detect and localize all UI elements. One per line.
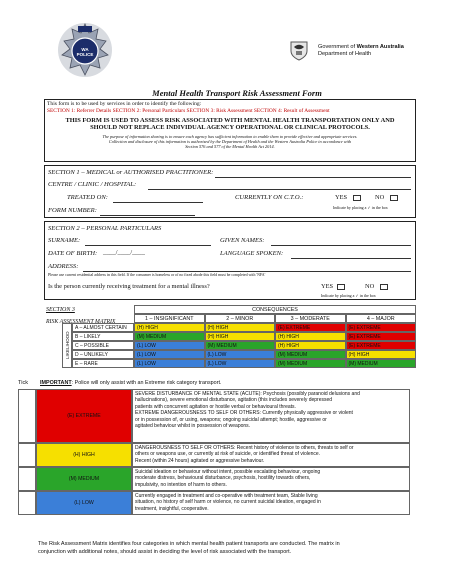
treatment-no-label: NO bbox=[365, 283, 375, 290]
given-names-label: GIVEN NAMES: bbox=[220, 237, 265, 244]
treatment-yes-label: YES bbox=[321, 283, 334, 290]
description-line: others or weapons use, or currently at risk of suicide, or identified threat of violence. bbox=[135, 451, 321, 458]
description-line: Suicidal ideation or behaviour without intent, possible escalating behaviour, ongoing bbox=[135, 469, 321, 475]
tick-box[interactable] bbox=[18, 491, 36, 515]
risk-description bbox=[132, 467, 410, 491]
centre-field[interactable] bbox=[148, 189, 411, 190]
tick-box[interactable] bbox=[18, 389, 36, 443]
badge-text: WA POLICE bbox=[76, 47, 94, 57]
cto-tick-note: Indicate by placing a ✓ in the box bbox=[333, 205, 388, 210]
footer-line-1: The Risk Assessment Matrix identifies four categories in which mental health patient transports are conducted. The matrix in bbox=[38, 541, 340, 547]
privacy-note-3: Section 576 and 577 of the Mental Health Act 2014. bbox=[185, 144, 275, 149]
treatment-no-checkbox[interactable] bbox=[380, 284, 388, 290]
matrix-cell: (E) EXTREME bbox=[275, 323, 346, 332]
language-field[interactable] bbox=[291, 258, 411, 259]
warning-line-2: SHOULD NOT REPLACE INDIVIDUAL AGENCY OPERATIONAL OR CLINICAL PROTOCOLS. bbox=[90, 124, 370, 131]
intro-box bbox=[44, 99, 416, 162]
treatment-question: Is the person currently receiving treatment for a mental illness? bbox=[48, 283, 210, 290]
intro-line: This form is to be used by services in order to identify the following: bbox=[47, 101, 202, 107]
matrix-cell: (M) MEDIUM bbox=[134, 332, 205, 341]
section-1-box bbox=[44, 165, 416, 218]
matrix-row-label: A – ALMOST CERTAIN bbox=[72, 323, 134, 332]
matrix-cell: (E) EXTREME bbox=[346, 332, 417, 341]
department-line: Department of Health bbox=[318, 51, 372, 57]
given-names-field[interactable] bbox=[271, 245, 411, 246]
consequences-header: CONSEQUENCES bbox=[134, 305, 416, 314]
section-list: SECTION 1: Referrer Details SECTION 2: Personal Particulars SECTION 3: Risk Assessment SECTION 4: Result of Assessment bbox=[47, 108, 330, 114]
footer-line-2: conjunction with additional notes, should assist in deciding the level of risk associated with the transport. bbox=[38, 549, 292, 555]
matrix-row-label: C – POSSIBLE bbox=[72, 341, 134, 350]
section-2-box bbox=[44, 221, 416, 300]
matrix-cell: (H) HIGH bbox=[134, 323, 205, 332]
matrix-cell: (H) HIGH bbox=[205, 332, 276, 341]
section-2-title: SECTION 2 – PERSONAL PARTICULARS bbox=[48, 225, 162, 232]
police-badge-logo bbox=[56, 21, 114, 79]
risk-matrix-label: RISK ASSESSMENT MATRIX bbox=[46, 319, 116, 325]
dob-field[interactable]: ____/____/____ bbox=[103, 249, 145, 256]
tick-box[interactable] bbox=[18, 467, 36, 491]
matrix-col-header: 2 – MINOR bbox=[205, 314, 276, 323]
address-field[interactable] bbox=[83, 271, 411, 272]
risk-description bbox=[132, 491, 410, 515]
important-note: IMPORTANT: Police will only assist with an Extreme risk category transport. bbox=[40, 380, 222, 386]
risk-description bbox=[132, 443, 410, 467]
form-number-label: FORM NUMBER: bbox=[48, 207, 97, 214]
matrix-col-header: 4 – MAJOR bbox=[346, 314, 417, 323]
matrix-row-label: B – LIKELY bbox=[72, 332, 134, 341]
centre-label: CENTRE / CLINIC / HOSPITAL: bbox=[48, 181, 137, 188]
matrix-col-header: 3 – MODERATE bbox=[275, 314, 346, 323]
matrix-cell: (H) HIGH bbox=[275, 341, 346, 350]
surname-label: SURNAME: bbox=[48, 237, 81, 244]
section-1-title: SECTION 1 – MEDICAL or AUTHORISED PRACTITIONER: bbox=[48, 169, 214, 176]
description-line: DANGEROUSNESS TO SELF OR OTHERS: Recent history of violence to others, threats to self or bbox=[135, 445, 354, 451]
matrix-col-header: 1 – INSIGNIFICANT bbox=[134, 314, 205, 323]
matrix-cell: (M) MEDIUM bbox=[275, 359, 346, 368]
form-title: Mental Health Transport Risk Assessment Form bbox=[152, 88, 322, 98]
description-line: Currently engaged in treatment and co-operative with treatment team, Stable living bbox=[135, 493, 318, 499]
cto-yes-checkbox[interactable] bbox=[353, 195, 361, 201]
matrix-row-label: E – RARE bbox=[72, 359, 134, 368]
privacy-note-1: The purpose of information sharing is to ensure each agency has sufficient information to enable them to provide effective and appropriate services. bbox=[102, 134, 358, 139]
risk-description bbox=[132, 389, 410, 443]
form-number-field[interactable] bbox=[100, 215, 195, 216]
description-line: hallucinations), severe emotional disturbance, agitation (this includes severely depressed bbox=[135, 397, 333, 404]
matrix-cell: (M) MEDIUM bbox=[346, 359, 417, 368]
address-label: ADDRESS: bbox=[48, 263, 79, 270]
matrix-cell: (E) EXTREME bbox=[346, 341, 417, 350]
description-line: or in possession of, or using, weapons; ongoing suicidal attempt; hostile, aggressive or bbox=[135, 416, 327, 423]
matrix-cell: (M) MEDIUM bbox=[275, 350, 346, 359]
matrix-cell: (M) MEDIUM bbox=[205, 341, 276, 350]
treatment-tick-note: Indicate by placing a ✓ in the box bbox=[321, 293, 376, 298]
description-line: SEVERE DISTURBANCE OF MENTAL STATE (ACUTE): Psychosis (possibly paranoid delusions and bbox=[135, 391, 360, 397]
description-line: moderate distress, behavioural disturbance, psychosis, hostility towards others, bbox=[135, 475, 311, 482]
treatment-yes-checkbox[interactable] bbox=[337, 284, 345, 290]
risk-level-cell: (L) LOW bbox=[36, 491, 132, 515]
tick-box[interactable] bbox=[18, 443, 36, 467]
matrix-cell: (L) LOW bbox=[134, 341, 205, 350]
description-line: patients with concurrent agitation or hostile verbal or behavioural threats. bbox=[135, 403, 296, 410]
cto-label: CURRENTLY ON C.T.O.: bbox=[235, 194, 304, 201]
risk-level-cell: (H) HIGH bbox=[36, 443, 132, 467]
dob-label: DATE OF BIRTH: bbox=[48, 250, 98, 257]
treated-field[interactable] bbox=[113, 202, 203, 203]
matrix-row-label: D – UNLIKELY bbox=[72, 350, 134, 359]
cto-no-label: NO bbox=[375, 194, 385, 201]
government-line: Government of Western Australia bbox=[318, 44, 404, 50]
warning-line-1: THIS FORM IS USED TO ASSESS RISK ASSOCIATED WITH MENTAL HEALTH TRANSPORTATION ONLY AND bbox=[65, 117, 395, 124]
description-line: impulsivity, no intention of harm to others. bbox=[135, 481, 227, 488]
cto-yes-label: YES bbox=[335, 194, 348, 201]
wa-government-crest bbox=[287, 38, 311, 62]
surname-field[interactable] bbox=[85, 245, 211, 246]
description-line: Recent (within 24 hours) agitated or aggressive behaviour. bbox=[135, 457, 265, 464]
matrix-cell: (L) LOW bbox=[205, 350, 276, 359]
privacy-note-2: Collection and disclosure of this information is authorised by the Department of Health and the Western Australia Police in accordance with bbox=[108, 139, 352, 144]
language-label: LANGUAGE SPOKEN: bbox=[220, 250, 284, 257]
risk-level-cell: (E) EXTREME bbox=[36, 389, 132, 443]
matrix-cell: (L) LOW bbox=[205, 359, 276, 368]
matrix-cell: (H) HIGH bbox=[205, 323, 276, 332]
address-note: Please use current residential address in this field. If the consumer is homeless or of no fixed abode this field must be completed with 'NFA' bbox=[48, 273, 266, 277]
description-line: EXTREME DANGEROUSNESS TO SELF OR OTHERS: Currently physically aggressive or violent bbox=[135, 410, 353, 417]
description-line: agitated behaviour whilst in possession of weapons. bbox=[135, 423, 251, 430]
treated-label: TREATED ON: bbox=[67, 194, 108, 201]
tick-label: Tick bbox=[18, 380, 29, 386]
matrix-cell: (H) HIGH bbox=[275, 332, 346, 341]
matrix-cell: (H) HIGH bbox=[346, 350, 417, 359]
risk-level-cell: (M) MEDIUM bbox=[36, 467, 132, 491]
matrix-cell: (L) LOW bbox=[134, 359, 205, 368]
matrix-cell: (L) LOW bbox=[134, 350, 205, 359]
section-3-title: SECTION 3 bbox=[46, 307, 75, 313]
description-line: situation, no history of self harm or violence, no current suicidal ideation, engaged in bbox=[135, 499, 321, 506]
description-line: treatment, insightful, cooperative. bbox=[135, 505, 209, 512]
likelihood-label: LIKELIHOOD bbox=[62, 323, 72, 368]
cto-no-checkbox[interactable] bbox=[390, 195, 398, 201]
matrix-cell: (E) EXTREME bbox=[346, 323, 417, 332]
